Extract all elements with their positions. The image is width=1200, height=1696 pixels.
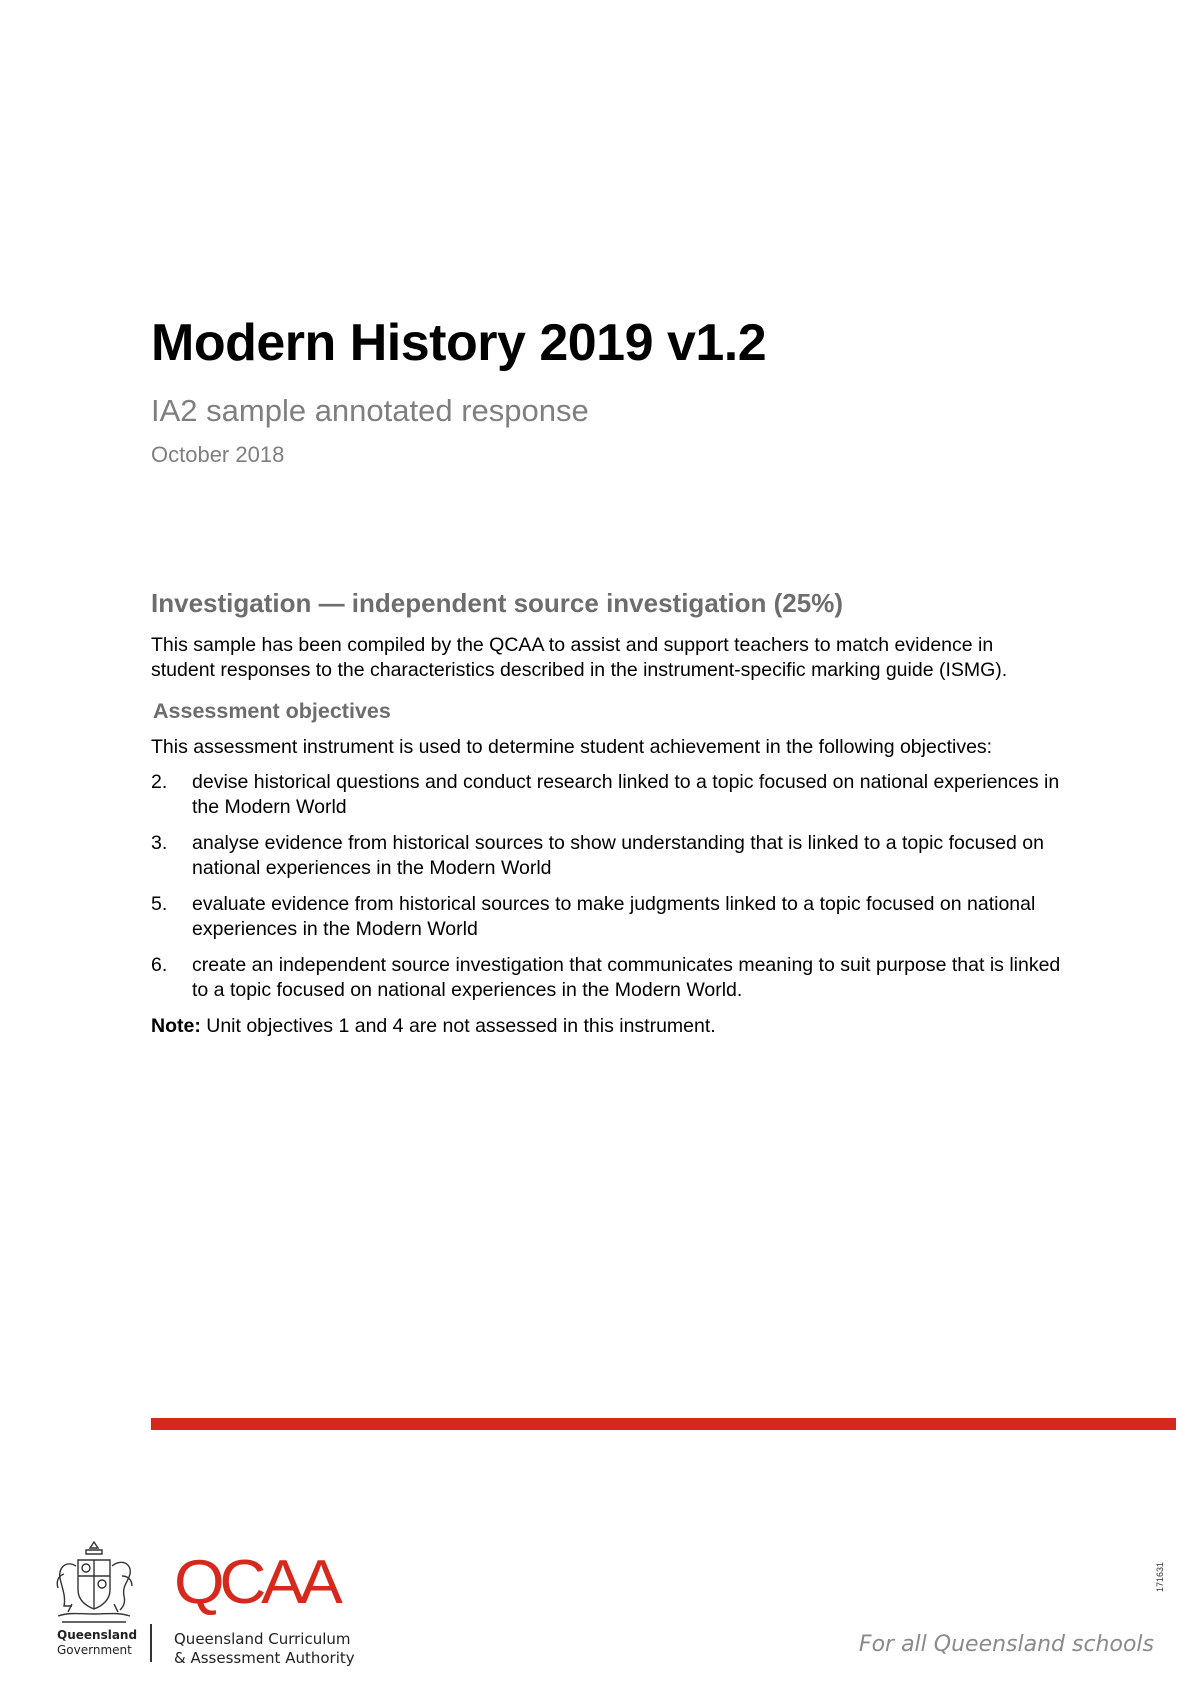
objectives-heading: Assessment objectives: [153, 699, 391, 724]
section-heading: Investigation — independent source investigation (25%): [151, 588, 843, 618]
objective-number: 3.: [151, 832, 168, 855]
objective-text: evaluate evidence from historical sources to make judgments linked to a topic focused on national experiences in the Modern World: [192, 893, 1036, 941]
document-subtitle: IA2 sample annotated response: [151, 393, 589, 428]
objective-text: analyse evidence from historical sources to show understanding that is linked to a topic focused on national experiences in the Modern World: [192, 832, 1044, 880]
logo-divider: [150, 1624, 152, 1662]
section-intro: This sample has been compiled by the QCAA to assist and support teachers to match evidence in student responses to the characteristics described in the instrument-specific marking guide (ISMG).: [151, 634, 1008, 682]
note-label: Note:: [151, 1015, 201, 1038]
objective-item: [151, 831, 1061, 881]
objective-number: 5.: [151, 893, 168, 916]
objective-text: devise historical questions and conduct research linked to a topic focused on national experiences in the Modern World: [192, 771, 1060, 819]
document-date: October 2018: [151, 442, 285, 467]
objective-item: [151, 770, 1061, 820]
main-content: [151, 588, 1061, 1039]
document-code: 171631: [1155, 1561, 1165, 1592]
objectives-list: [151, 770, 1061, 1003]
objective-item: [151, 953, 1061, 1003]
objective-number: 2.: [151, 771, 168, 794]
objectives-intro: This assessment instrument is used to determine student achievement in the following objectives:: [151, 736, 993, 759]
queensland-crest-icon: [48, 1538, 140, 1628]
objective-text: create an independent source investigation that communicates meaning to suit purpose that is linked to a topic focused on national experiences in the Modern World.: [192, 954, 1061, 1002]
document-title: Modern History 2019 v1.2: [151, 314, 767, 372]
note-text: Unit objectives 1 and 4 are not assessed in this instrument.: [200, 1015, 716, 1038]
objectives-note: [151, 1014, 1061, 1039]
footer: [0, 1530, 1200, 1667]
qcaa-full-name: Queensland Curriculum & Assessment Authority: [174, 1630, 355, 1667]
red-divider-rule: [151, 1418, 1176, 1430]
footer-tagline: For all Queensland schools: [858, 1632, 1154, 1657]
queensland-government-wordmark: Queensland Government: [57, 1628, 138, 1657]
objective-number: 6.: [151, 954, 168, 977]
objective-item: [151, 892, 1061, 942]
qcaa-logo: QCAA: [174, 1548, 338, 1617]
